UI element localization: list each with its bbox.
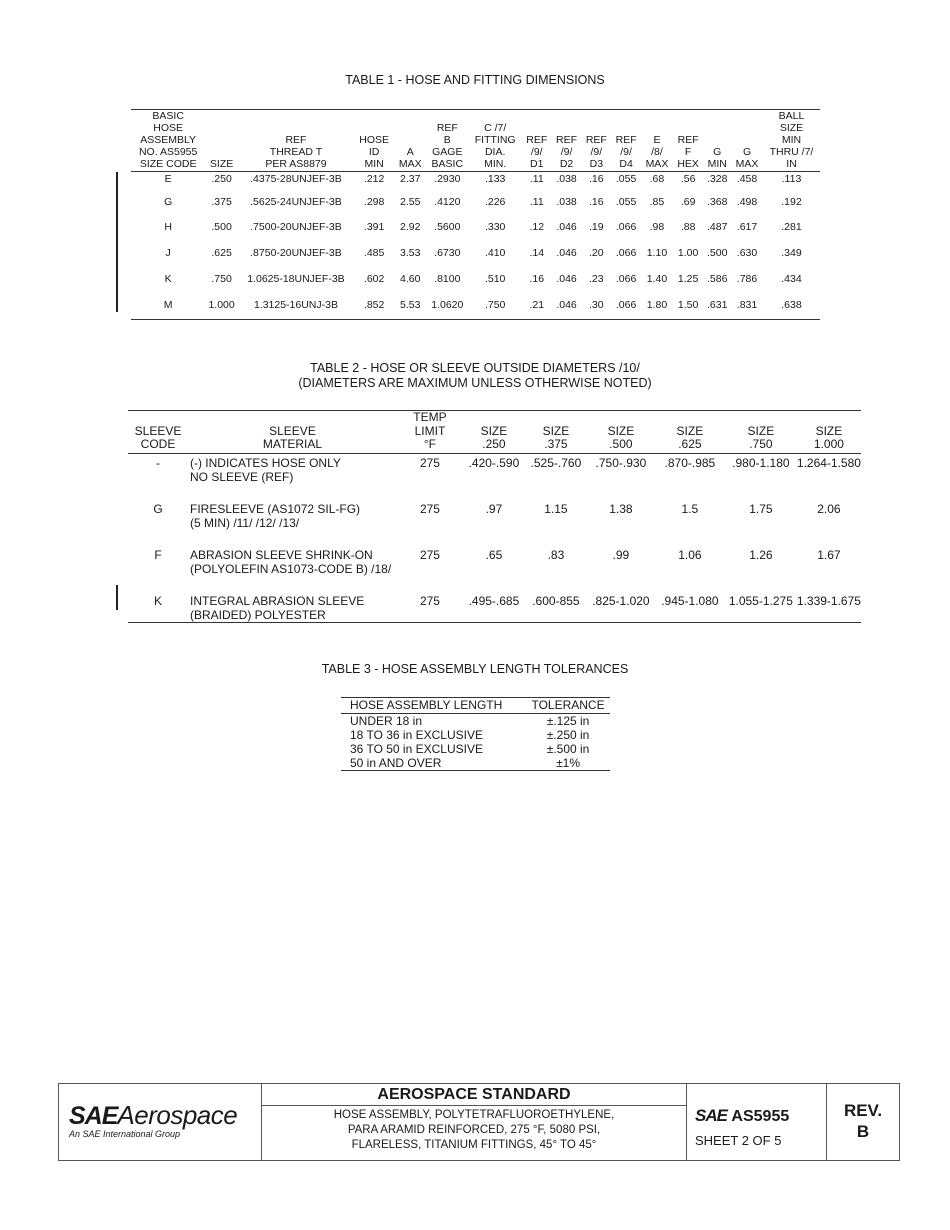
size-diameter: .525-.760 xyxy=(530,455,582,470)
sleeve-material xyxy=(188,498,397,544)
table1-cell: .5600 xyxy=(434,221,461,234)
header-line: SIZE xyxy=(747,423,775,438)
table1-cell: .434 xyxy=(781,272,802,285)
table2-row xyxy=(128,498,861,544)
rev-value: B xyxy=(856,1122,870,1141)
table1-cell: 2.92 xyxy=(399,221,421,234)
revision xyxy=(827,1100,899,1142)
length-header: HOSE ASSEMBLY LENGTH xyxy=(350,698,503,712)
table2-column-header xyxy=(463,411,525,454)
table1-cell: .23 xyxy=(589,272,604,285)
header-line: C /7/ xyxy=(484,122,507,134)
table1-cell: .192 xyxy=(781,195,802,208)
table1-cell: .066 xyxy=(615,246,637,259)
table1-cell: .617 xyxy=(736,221,758,234)
header-line: .625 xyxy=(678,437,702,451)
table3-row xyxy=(341,714,610,729)
table1-cell: .066 xyxy=(615,221,637,234)
table1-cell: .98 xyxy=(649,221,665,234)
header-line: .500 xyxy=(609,437,633,451)
table1-column-header xyxy=(731,110,763,172)
header-line: CODE xyxy=(140,437,176,451)
table1-cell: .5625-24UNJEF-3B xyxy=(250,195,342,208)
header-line: G xyxy=(713,146,722,158)
standard-type: AEROSPACE STANDARD xyxy=(262,1084,686,1106)
table1-cell: .212 xyxy=(363,173,385,185)
header-line: MIN xyxy=(707,158,727,170)
description-line: FLARELESS, TITANIUM FITTINGS, 45° TO 45° xyxy=(351,1139,597,1151)
table1-cell: .631 xyxy=(707,299,728,312)
size-diameter: .420-.590 xyxy=(468,455,520,470)
header-line: A xyxy=(406,146,414,158)
header-line: MAX xyxy=(735,158,759,170)
table2-column-header xyxy=(397,411,463,454)
description-line: PARA ARAMID REINFORCED, 275 °F, 5080 PSI, xyxy=(347,1124,601,1136)
table1-cell: .485 xyxy=(363,246,385,259)
table1-cell: .066 xyxy=(615,272,637,285)
header-line: HOSE xyxy=(153,122,184,134)
table1-cell: H xyxy=(164,221,172,234)
table2-row xyxy=(128,590,861,623)
header-line: °F xyxy=(423,437,437,451)
header-line: .375 xyxy=(544,437,568,451)
header-line: MIN xyxy=(781,134,802,146)
table1-cell: .046 xyxy=(556,272,577,285)
table1-cell: .410 xyxy=(484,246,506,259)
header-line: MAX xyxy=(398,158,422,170)
header-line: BASIC xyxy=(152,110,184,122)
size-diameter: 1.339-1.675 xyxy=(796,593,861,608)
header-line: MIN. xyxy=(484,158,507,170)
length-range: UNDER 18 in xyxy=(350,714,423,728)
size-diameter: 1.67 xyxy=(817,547,841,562)
table1-cell: G xyxy=(164,195,173,208)
table1-cell: .19 xyxy=(589,221,604,234)
sleeve-material xyxy=(188,590,397,623)
header-line: REF xyxy=(285,134,307,146)
size-diameter: 1.38 xyxy=(609,501,633,516)
table1-column-header xyxy=(673,110,703,172)
table1-cell: .750 xyxy=(211,272,232,285)
header-line: HEX xyxy=(677,158,699,170)
table1-cell: 1.000 xyxy=(208,299,235,312)
table1-row xyxy=(131,291,820,320)
header-line: LIMIT xyxy=(414,423,446,438)
table1-cell: .510 xyxy=(484,272,506,285)
logo-aerospace: Aerospace xyxy=(117,1100,238,1130)
table1-cell: .852 xyxy=(363,299,385,312)
table1-cell: .8750-20UNJEF-3B xyxy=(250,246,342,259)
temp-limit: 275 xyxy=(419,455,440,470)
tolerance-value: ±.125 in xyxy=(546,714,590,728)
table1-column-header xyxy=(238,110,354,172)
size-diameter: .870-.985 xyxy=(664,455,716,470)
header-line: NO. AS5955 xyxy=(138,146,198,158)
header-line: /9/ xyxy=(620,146,632,158)
table1-cell: 2.55 xyxy=(399,195,421,208)
table1-row xyxy=(131,266,820,292)
table2-row xyxy=(128,544,861,590)
table1-cell: .046 xyxy=(556,246,577,259)
sleeve-diameters-table xyxy=(128,410,861,623)
table1-cell: .11 xyxy=(529,195,544,208)
size-diameter: .99 xyxy=(612,547,630,562)
header-line: BASIC xyxy=(431,158,464,170)
table1-cell: .349 xyxy=(781,246,802,259)
table1-cell: .831 xyxy=(736,299,758,312)
header-line: /9/ xyxy=(530,146,543,158)
size-diameter: .750-.930 xyxy=(595,455,647,470)
header-line: G xyxy=(742,146,752,158)
title-block xyxy=(58,1083,900,1161)
table1-row xyxy=(131,189,820,215)
table1-cell: .066 xyxy=(615,299,637,312)
header-line: IN xyxy=(786,158,797,170)
size-diameter: 1.055-1.275 xyxy=(728,593,793,608)
header-line: D4 xyxy=(619,158,633,170)
header-line: SIZE xyxy=(480,423,508,438)
table2-title-line1: TABLE 2 - HOSE OR SLEEVE OUTSIDE DIAMETERS /10/ xyxy=(310,361,640,375)
material-line: NO SLEEVE (REF) xyxy=(189,469,294,484)
table1-cell: M xyxy=(163,299,173,312)
table3-row xyxy=(341,756,610,771)
header-line: .750 xyxy=(749,437,773,451)
temp-limit: 275 xyxy=(419,501,440,516)
size-diameter: 1.75 xyxy=(749,501,773,516)
size-diameter: .97 xyxy=(485,501,503,516)
table1-cell: .046 xyxy=(556,221,577,234)
table1-cell: .226 xyxy=(484,195,506,208)
table1-row xyxy=(131,240,820,266)
header-line: SIZE xyxy=(676,423,704,438)
header-line: E xyxy=(653,134,661,146)
table1-cell: .638 xyxy=(781,299,802,312)
table1-cell: .038 xyxy=(556,173,577,185)
header-line: FITTING xyxy=(474,134,516,146)
table1-cell: .14 xyxy=(529,246,545,259)
size-diameter: .980-1.180 xyxy=(732,455,790,470)
table1-title: TABLE 1 - HOSE AND FITTING DIMENSIONS xyxy=(345,73,605,87)
logo-tagline: An SAE International Group xyxy=(69,1129,181,1139)
header-line: B xyxy=(443,134,451,146)
table1-cell: K xyxy=(164,272,172,285)
table3-title: TABLE 3 - HOSE ASSEMBLY LENGTH TOLERANCES xyxy=(321,662,629,676)
table1-cell: 1.3125-16UNJ-3B xyxy=(253,299,338,312)
header-line: MAX xyxy=(645,158,669,170)
table1-column-header xyxy=(468,110,521,172)
table1-cell: .12 xyxy=(529,221,545,234)
tolerance-value: ±.500 in xyxy=(546,742,590,756)
header-line: DIA. xyxy=(484,146,506,158)
header-line: TEMP xyxy=(413,410,447,424)
sleeve-code: F xyxy=(154,547,162,562)
length-range: 18 TO 36 in EXCLUSIVE xyxy=(350,728,483,742)
header-line: REF xyxy=(585,134,607,146)
sleeve-material xyxy=(188,453,397,498)
table1-cell: .68 xyxy=(649,173,665,185)
sleeve-material xyxy=(188,544,397,590)
table1-cell: 4.60 xyxy=(399,272,421,285)
table1-cell: 1.10 xyxy=(646,246,668,259)
material-line: FIRESLEEVE (AS1072 SIL-FG) xyxy=(189,501,361,516)
table1-column-header xyxy=(205,110,238,172)
header-line: /8/ xyxy=(651,146,663,158)
material-line: (BRAIDED) POLYESTER xyxy=(189,607,326,622)
table2-column-header xyxy=(525,411,587,454)
logo-sae: SAE xyxy=(69,1102,118,1130)
table1-cell: .368 xyxy=(707,195,728,208)
header-line: PER AS8879 xyxy=(265,158,327,170)
header-line: /9/ xyxy=(590,146,603,158)
header-line: THRU /7/ xyxy=(769,146,814,158)
size-diameter: 1.15 xyxy=(544,501,568,516)
table1-column-header xyxy=(703,110,731,172)
doc-logo-sae: SAE xyxy=(695,1106,727,1125)
material-line: (5 MIN) /11/ /12/ /13/ xyxy=(189,515,300,530)
table1-cell: .786 xyxy=(736,272,758,285)
table1-column-header xyxy=(131,110,205,172)
table1-cell: .055 xyxy=(615,173,637,185)
table2-column-header xyxy=(725,411,797,454)
header-line: D3 xyxy=(589,158,604,170)
header-line: D1 xyxy=(530,158,544,170)
size-diameter: 1.5 xyxy=(681,501,699,516)
table1-column-header xyxy=(522,110,552,172)
table1-cell: .113 xyxy=(781,173,802,185)
table1-cell: E xyxy=(164,173,172,185)
table1-cell: .630 xyxy=(736,246,758,259)
table1-column-header xyxy=(641,110,673,172)
table1-cell: .133 xyxy=(484,173,506,185)
description-line: HOSE ASSEMBLY, POLYTETRAFLUOROETHYLENE, xyxy=(333,1109,615,1121)
hose-fitting-dimensions-table xyxy=(131,109,820,320)
header-line: .250 xyxy=(482,437,506,451)
size-diameter: .945-1.080 xyxy=(661,593,719,608)
table1-cell: .7500-20UNJEF-3B xyxy=(250,221,342,234)
table1-cell: .4120 xyxy=(434,195,461,208)
table1-column-header xyxy=(552,110,582,172)
header-line: 1.000 xyxy=(813,437,844,451)
table1-cell: .458 xyxy=(736,173,758,185)
size-diameter: .65 xyxy=(485,547,503,562)
table1-column-header xyxy=(763,110,820,172)
table1-cell: .055 xyxy=(615,195,637,208)
table3-row xyxy=(341,742,610,756)
table1-cell: .298 xyxy=(363,195,385,208)
header-line: REF xyxy=(436,122,458,134)
table2-column-header xyxy=(797,411,861,454)
header-line: THREAD T xyxy=(269,146,323,158)
header-line: F xyxy=(684,146,692,158)
table1-cell: .500 xyxy=(211,221,232,234)
table1-cell: .328 xyxy=(707,173,728,185)
header-line: REF xyxy=(615,134,637,146)
header-line: REF xyxy=(526,134,548,146)
table1-column-header xyxy=(354,110,394,172)
sae-aerospace-logo xyxy=(69,1100,259,1139)
table1-cell: 1.25 xyxy=(677,272,699,285)
size-diameter: .495-.685 xyxy=(468,593,520,608)
header-line: SIZE xyxy=(779,122,804,134)
header-line: MATERIAL xyxy=(262,437,323,451)
table2-column-header xyxy=(587,411,655,454)
header-line: REF xyxy=(556,134,578,146)
table2-column-header xyxy=(655,411,725,454)
table2-title-line2: (DIAMETERS ARE MAXIMUM UNLESS OTHERWISE NOTED) xyxy=(298,376,652,390)
tolerance-value: ±1% xyxy=(556,756,580,770)
material-line: (-) INDICATES HOSE ONLY xyxy=(189,455,341,470)
sleeve-code: K xyxy=(153,593,162,608)
header-line: BALL xyxy=(778,110,805,122)
table1-cell: .16 xyxy=(589,173,604,185)
header-line: SIZE xyxy=(542,423,570,438)
table2-column-header xyxy=(128,411,188,454)
size-diameter: 2.06 xyxy=(817,501,841,516)
table1-cell: .30 xyxy=(589,299,604,312)
material-line: (POLYOLEFIN AS1073-CODE B) /18/ xyxy=(189,561,392,576)
table1-cell: .6730 xyxy=(434,246,461,259)
header-line: REF xyxy=(677,134,699,146)
document-description xyxy=(262,1108,686,1153)
table1-cell: .330 xyxy=(484,221,506,234)
header-line: SIZE xyxy=(607,423,635,438)
table1-cell: 1.00 xyxy=(677,246,699,259)
size-diameter: 1.26 xyxy=(749,547,773,562)
table1-cell: .038 xyxy=(556,195,577,208)
table1-cell: 1.40 xyxy=(646,272,668,285)
table1-cell: .8100 xyxy=(434,272,461,285)
table1-row xyxy=(131,215,820,241)
table1-column-header xyxy=(611,110,641,172)
table2-row xyxy=(128,453,861,498)
header-line: HOSE xyxy=(359,134,390,146)
header-line: ASSEMBLY xyxy=(140,134,197,146)
size-diameter: .600-855 xyxy=(532,593,580,608)
material-line: INTEGRAL ABRASION SLEEVE xyxy=(189,593,365,608)
header-line: SIZE CODE xyxy=(139,158,197,170)
change-bar xyxy=(116,585,118,610)
table1-cell: .85 xyxy=(649,195,665,208)
header-line: D2 xyxy=(559,158,574,170)
table1-cell: .500 xyxy=(707,246,728,259)
table1-cell: .2930 xyxy=(434,173,461,185)
table1-cell: .250 xyxy=(211,173,232,185)
table1-cell: .16 xyxy=(529,272,545,285)
table1-column-header xyxy=(426,110,468,172)
header-line: SLEEVE xyxy=(269,423,316,438)
table3-row xyxy=(341,728,610,742)
table1-column-header xyxy=(581,110,611,172)
table1-cell: .046 xyxy=(556,299,577,312)
table1-cell: 1.50 xyxy=(677,299,699,312)
table1-cell: .56 xyxy=(680,173,696,185)
table1-cell: .586 xyxy=(707,272,728,285)
table1-cell: .11 xyxy=(529,173,544,185)
header-line: GAGE xyxy=(432,146,463,158)
rev-label: REV. xyxy=(843,1101,883,1120)
document-number xyxy=(695,1106,825,1126)
size-diameter: 1.264-1.580 xyxy=(796,455,861,470)
header-line: /9/ xyxy=(560,146,573,158)
doc-number: AS5955 xyxy=(731,1108,790,1125)
table1-cell: 1.0625-18UNJEF-3B xyxy=(247,272,345,285)
table1-cell: .750 xyxy=(484,299,506,312)
header-line: SIZE xyxy=(209,158,234,170)
sleeve-code: - xyxy=(155,455,160,470)
table1-cell: .391 xyxy=(363,221,385,234)
table1-cell: .281 xyxy=(781,221,802,234)
table1-cell: .4375-28UNJEF-3B xyxy=(250,173,342,185)
material-line: ABRASION SLEEVE SHRINK-ON xyxy=(189,547,373,562)
table1-cell: .69 xyxy=(680,195,696,208)
table1-cell: 1.80 xyxy=(646,299,668,312)
header-line: SLEEVE xyxy=(134,423,182,438)
table1-cell: .498 xyxy=(736,195,758,208)
table1-cell: 1.0620 xyxy=(431,299,464,312)
sheet-number: SHEET 2 OF 5 xyxy=(695,1133,782,1148)
length-range: 50 in AND OVER xyxy=(350,756,442,770)
table1-cell: .602 xyxy=(363,272,385,285)
table1-cell: .20 xyxy=(589,246,604,259)
table1-row xyxy=(131,172,820,190)
table1-cell: .88 xyxy=(680,221,696,234)
header-line: SIZE xyxy=(815,423,843,438)
table2-column-header xyxy=(188,411,397,454)
length-tolerance-table xyxy=(341,697,610,771)
table1-cell: J xyxy=(165,246,171,259)
table1-cell: .21 xyxy=(529,299,545,312)
length-range: 36 TO 50 in EXCLUSIVE xyxy=(350,742,483,756)
change-bar xyxy=(116,172,118,312)
table1-cell: 5.53 xyxy=(399,299,421,312)
sleeve-code: G xyxy=(153,501,163,516)
temp-limit: 275 xyxy=(419,593,440,608)
table1-cell: 3.53 xyxy=(399,246,421,259)
table1-cell: .625 xyxy=(211,246,232,259)
size-diameter: .83 xyxy=(547,547,565,562)
table1-cell: .487 xyxy=(707,221,728,234)
size-diameter: 1.06 xyxy=(678,547,702,562)
table1-column-header xyxy=(394,110,426,172)
size-diameter: .825-1.020 xyxy=(592,593,650,608)
temp-limit: 275 xyxy=(419,547,440,562)
table1-cell: .16 xyxy=(589,195,604,208)
header-line: MIN xyxy=(364,158,384,170)
tolerance-value: ±.250 in xyxy=(546,728,590,742)
header-line: ID xyxy=(368,146,380,158)
table1-cell: 2.37 xyxy=(399,173,421,185)
tolerance-header: TOLERANCE xyxy=(531,698,605,712)
table1-cell: .375 xyxy=(211,195,232,208)
